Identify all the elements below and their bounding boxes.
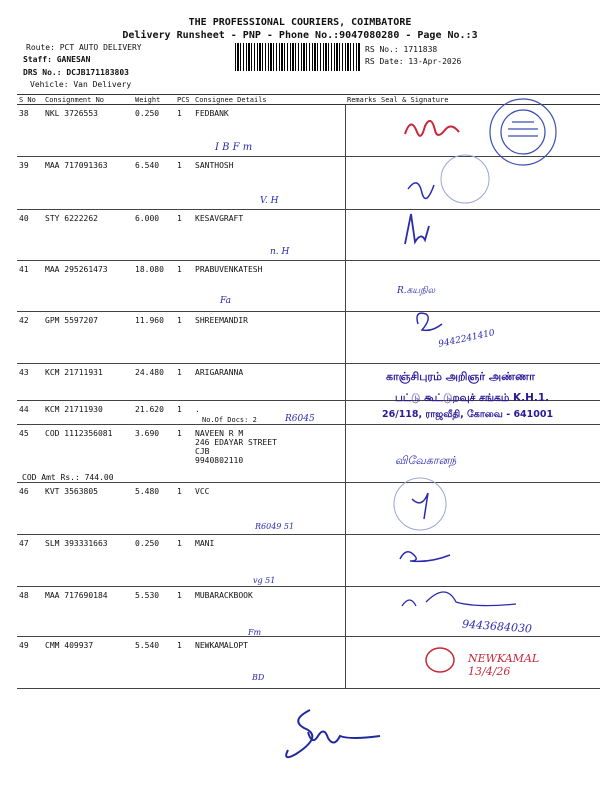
row-address-line: CJB: [195, 447, 210, 456]
row-pcs: 1: [175, 364, 193, 401]
handwriting: BD: [252, 673, 265, 682]
row-consignment: CMM 409937: [43, 637, 133, 689]
row-consignment: KCM 21711930: [43, 401, 133, 425]
signature-icon: [417, 313, 442, 330]
row-pcs: 1: [175, 157, 193, 210]
row-sno: 43: [17, 364, 43, 401]
handwriting: Fa: [220, 296, 231, 306]
row-weight: 11.960: [133, 312, 175, 364]
staff-label: Staff: GANESAN: [23, 55, 91, 64]
col-pcs: PCS: [175, 95, 193, 105]
row-sno: 47: [17, 535, 43, 587]
row-consignee: SANTHOSH: [193, 157, 345, 210]
row-consignment: NKL 3726553: [43, 105, 133, 157]
row-remarks: [345, 535, 379, 587]
signature-icon: [412, 493, 428, 519]
handwriting: R6049 51: [255, 522, 295, 531]
cod-amount: COD Amt Rs.: 744.00: [22, 473, 114, 482]
row-sno: 38: [17, 105, 43, 157]
bank-seal-icon: [490, 99, 556, 165]
row-remarks: [345, 401, 379, 425]
row-sno: 48: [17, 587, 43, 637]
company-title: THE PROFESSIONAL COURIERS, COIMBATORE: [188, 17, 412, 28]
row-consignment: MAA 717690184: [43, 587, 133, 637]
stamp-line: பட்டு கூட்டுறவுச் சங்கம் K.H.1.: [395, 392, 550, 404]
handwriting: I B F m: [215, 142, 253, 153]
row-consignee: [193, 425, 345, 483]
signature-icon: [402, 592, 516, 606]
drs-label: DRS No.: DCJB171183803: [23, 68, 129, 77]
row-pcs: 1: [175, 637, 193, 689]
row-consignee: FEDBANK: [193, 105, 345, 157]
col-consignee: Consignee Details: [193, 95, 345, 105]
row-remarks: [345, 157, 379, 210]
handwritten-phone: 9443684030: [461, 617, 533, 636]
row-remarks: [345, 210, 379, 261]
stamp-line: 26/118, ராஜவீதி, கோவை - 641001: [382, 409, 554, 420]
rs-date: RS Date: 13-Apr-2026: [365, 57, 462, 66]
row-sno: 40: [17, 210, 43, 261]
row-sno: 44: [17, 401, 43, 425]
row-address-line: 9940802110: [195, 456, 244, 465]
row-pcs: 1: [175, 535, 193, 587]
handwriting: vg 51: [253, 576, 276, 585]
row-consignment: GPM 5597207: [43, 312, 133, 364]
handwriting: n. H: [270, 247, 290, 257]
col-weight: Weight: [133, 95, 175, 105]
row-remarks: [345, 483, 379, 535]
row-consignment: STY 6222262: [43, 210, 133, 261]
row-pcs: 1: [175, 312, 193, 364]
row-consignee: .: [193, 401, 345, 425]
row-consignment: MAA 717091363: [43, 157, 133, 210]
row-remarks: [345, 312, 379, 364]
row-weight: 3.690: [133, 425, 175, 483]
row-remarks: [345, 637, 379, 689]
row-sno: 49: [17, 637, 43, 689]
row-pcs: 1: [175, 425, 193, 483]
signature-icon: [405, 214, 429, 244]
col-consignment: Consignment No: [43, 95, 133, 105]
row-consignee: PRABUVENKATESH: [193, 261, 345, 312]
docs-count: No.Of Docs: 2: [202, 416, 257, 424]
row-consignee-name: NAVEEN R M: [195, 429, 244, 438]
row-pcs: 1: [175, 587, 193, 637]
col-seal: Seal & Signature: [379, 95, 600, 105]
runsheet-title: Delivery Runsheet - PNP - Phone No.:9047080280 - Page No.:3: [122, 30, 478, 41]
faint-seal-icon: [394, 478, 446, 530]
route-label: Route: PCT AUTO DELIVERY: [26, 43, 142, 52]
row-sno: 46: [17, 483, 43, 535]
row-weight: 5.530: [133, 587, 175, 637]
row-sno: 42: [17, 312, 43, 364]
row-weight: 6.540: [133, 157, 175, 210]
row-consignee: KESAVGRAFT: [193, 210, 345, 261]
signature-icon: [426, 648, 454, 672]
signatures-overlay: [380, 94, 600, 694]
row-consignee: MANI: [193, 535, 345, 587]
row-consignee: SHREEMANDIR: [193, 312, 345, 364]
handwritten-signature-text: R.கயநில: [397, 286, 436, 296]
row-weight: 5.540: [133, 637, 175, 689]
handwriting: V. H: [260, 196, 279, 206]
row-consignment: SLM 393331663: [43, 535, 133, 587]
row-consignee: ARIGARANNA: [193, 364, 345, 401]
handwritten-signature-text: விவேகானந்: [395, 454, 457, 467]
row-pcs: 1: [175, 483, 193, 535]
row-pcs: 1: [175, 261, 193, 312]
handwritten-phone: 9442241410: [437, 328, 496, 350]
row-weight: 0.250: [133, 105, 175, 157]
handwriting: Fm: [248, 628, 262, 637]
row-consignment: KVT 3563805: [43, 483, 133, 535]
barcode: [235, 43, 360, 71]
signature-icon: [405, 121, 459, 136]
row-weight: 0.250: [133, 535, 175, 587]
runsheet-signature: [280, 690, 390, 770]
signature-icon: [286, 710, 380, 757]
row-pcs: 1: [175, 401, 193, 425]
row-remarks: [345, 261, 379, 312]
row-weight: 6.000: [133, 210, 175, 261]
col-remarks: Remarks: [345, 95, 379, 105]
col-sno: S No: [17, 95, 43, 105]
row-weight: 24.480: [133, 364, 175, 401]
handwriting: R6045: [285, 414, 315, 424]
stamp-line: காஞ்சிபுரம் அறிஞர் அண்ணா: [386, 370, 535, 383]
row-consignment: MAA 295261473: [43, 261, 133, 312]
signature-icon: [408, 183, 434, 199]
row-pcs: 1: [175, 105, 193, 157]
row-consignee: NEWKAMALOPT: [193, 637, 345, 689]
handwritten-receipt-text: NEWKAMAL 13/4/26: [468, 652, 540, 678]
rs-number: RS No.: 1711838: [365, 45, 438, 54]
row-sno: 41: [17, 261, 43, 312]
row-remarks: [345, 364, 379, 401]
row-remarks: [345, 105, 379, 157]
row-remarks: [345, 587, 379, 637]
row-remarks: [345, 425, 379, 483]
faint-seal-icon: [441, 155, 489, 203]
row-sno: 39: [17, 157, 43, 210]
row-consignee: VCC: [193, 483, 345, 535]
row-consignment: KCM 21711931: [43, 364, 133, 401]
vehicle-label: Vehicle: Van Delivery: [30, 80, 132, 89]
row-weight: 18.080: [133, 261, 175, 312]
row-consignment: COD 1112356081: [43, 425, 133, 483]
row-weight: 5.480: [133, 483, 175, 535]
row-pcs: 1: [175, 210, 193, 261]
row-address-line: 246 EDAYAR STREET: [195, 438, 277, 447]
row-weight: 21.620: [133, 401, 175, 425]
row-sno: 45: [17, 425, 43, 483]
row-consignee: MUBARACKBOOK: [193, 587, 345, 637]
signature-icon: [400, 552, 450, 562]
